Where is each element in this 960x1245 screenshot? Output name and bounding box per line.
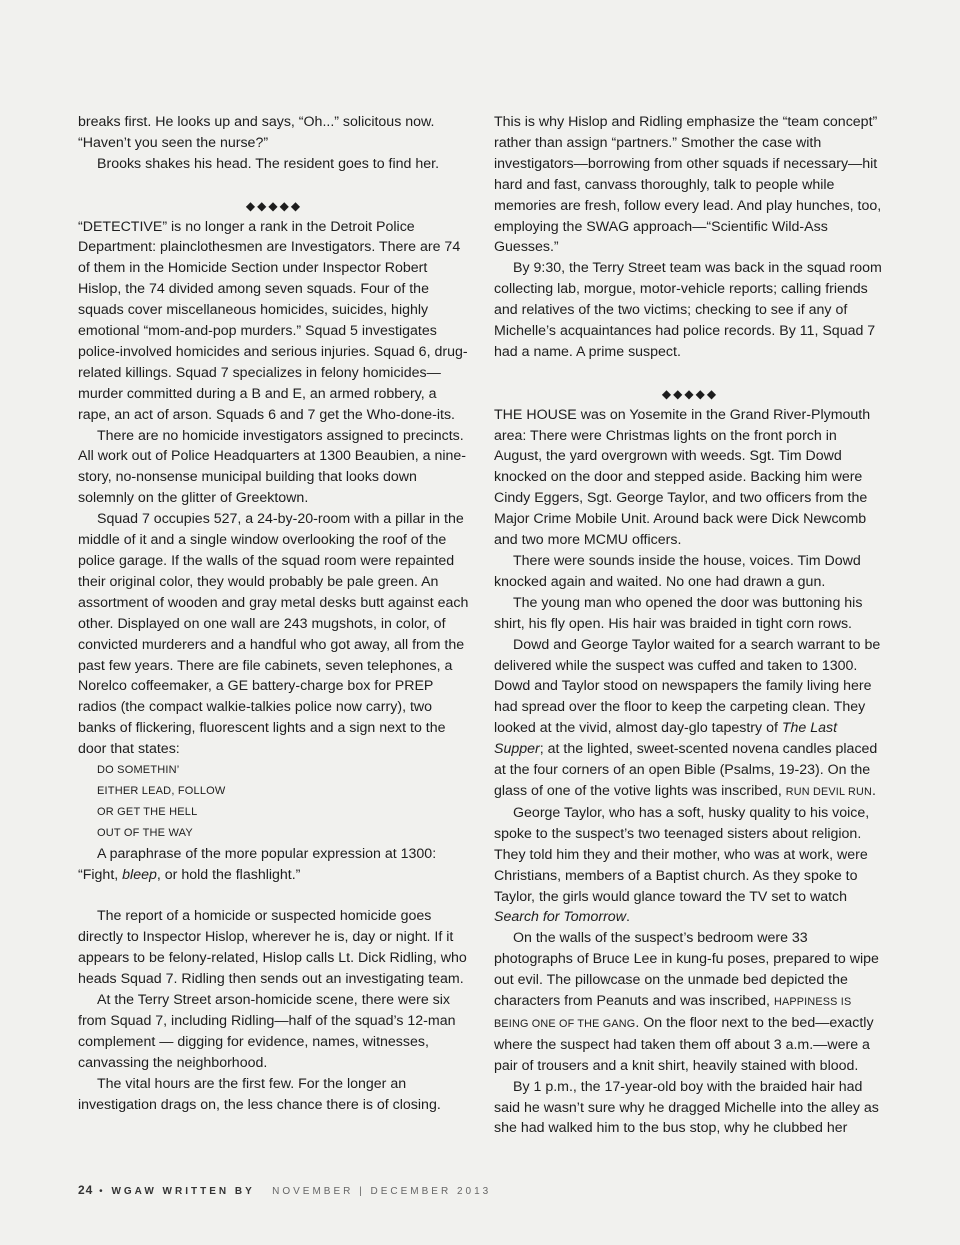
left-column xyxy=(78,112,470,1115)
section-ornament: ◆◆◆◆◆ xyxy=(661,386,719,401)
paragraph xyxy=(78,844,470,886)
paragraph: THE HOUSE was on Yosemite in the Grand River-Plymouth area: There were Christmas lights on the front porch in August, the yard overgrown with weeds. Sgt. Tim Dowd knocked on the door and stepped aside. Backing him were Cindy Eggers, Sgt. George Taylor, and two officers from the Major Crime Mobile Unit. Around back were Dick Newcomb and two more MCMU officers. xyxy=(494,406,871,549)
paragraph xyxy=(494,635,886,803)
paragraph: At the Terry Street arson-homicide scene, there were six from Squad 7, including Ridling—half of the squad’s 12-man complement — digging for evidence, names, witnesses, canvassing the neighborhood. xyxy=(78,992,456,1071)
paragraph: The young man who opened the door was buttoning his shirt, his fly open. His hair was braided in tight corn rows. xyxy=(494,594,863,632)
footer-bullet: • xyxy=(99,1186,106,1197)
text-run: On the walls of the suspect’s bedroom were 33 photographs of Bruce Lee in kung-fu poses, prepared to wipe out evil. The pillowcase on the unmade bed depicted the characters from Peanuts and was inscribed, xyxy=(494,930,879,1010)
text-run: ; at the lighted, sweet-scented novena candles placed at the four corners of an open Bible (Psalms, 19-23). On the glass of one of the votive lights was inscribed, xyxy=(494,741,878,799)
sign-line: OR GET THE HELL xyxy=(97,805,198,818)
right-column xyxy=(494,112,886,1139)
paragraph: “DETECTIVE” is no longer a rank in the Detroit Police Department: plainclothesmen are Investigators. There are 74 of them in the Homicide Section under Inspector Robert Hislop, the 74 divided among seven squads. Four of the squads cover miscellaneous homicides, suicides, highly emotional “mom-and-pop murders.” Squad 5 investigates police-involved homicides and serious injuries. Squad 6, drug-related killings. Squad 7 specializes in felony homicides—murder committed during a B and E, an armed robbery, a rape, an act of arson. Squads 6 and 7 get the Who-done-its. xyxy=(78,218,468,423)
publication-name: WGAW WRITTEN BY xyxy=(111,1186,255,1197)
sign-line: OUT OF THE WAY xyxy=(97,826,193,839)
text-run: . xyxy=(871,782,876,799)
paragraph xyxy=(494,928,886,1076)
small-caps-text: RUN DEVIL RUN xyxy=(785,785,872,798)
paragraph: Brooks shakes his head. The resident goes to find her. xyxy=(97,155,440,172)
text-run: . On the floor next to the bed—exactly where the suspect had taken them off about 3 a.m.—were a pair of trousers and a knit shirt, heavily stained with blood. xyxy=(494,1014,874,1074)
text-run: George Taylor, who has a soft, husky quality to his voice, spoke to the suspect’s two teenaged sisters about religion. They told him they and their mother, who was at work, were Christians, members of a Baptist church. As they spoke to Taylor, the girls would glance toward the TV set to watch xyxy=(494,804,870,905)
text-run: . xyxy=(625,909,630,926)
paragraph xyxy=(494,803,886,928)
text-run: Dowd and George Taylor waited for a search warrant to be delivered while the suspect was cuffed and taken to 1300. Dowd and Taylor stood on newspapers the family living here had spread over the floor to keep the carpeting clean. They looked at the vivid, almost day-glo tapestry of xyxy=(494,636,881,737)
small-caps-text: HAPPINESS IS BEING ONE OF THE GANG xyxy=(494,996,852,1030)
section-ornament: ◆◆◆◆◆ xyxy=(245,198,303,213)
paragraph: By 9:30, the Terry Street team was back in the squad room collecting lab, morgue, motor-vehicle reports; calling friends and relatives of the two victims; checking to see if any of Michelle’s acquaintances had police records. By 11, Squad 7 had a name. A prime suspect. xyxy=(494,260,882,360)
italic-text: bleep xyxy=(122,866,157,883)
paragraph: The report of a homicide or suspected homicide goes directly to Inspector Hislop, wherever he is, day or night. If it appears to be felony-related, Hislop calls Lt. Dick Ridling, who heads Squad 7. Ridling then sends out an investigating team. xyxy=(78,908,467,988)
sign-line: DO SOMETHIN’ xyxy=(97,764,180,777)
paragraph-spacer xyxy=(78,886,470,907)
sign-line: EITHER LEAD, FOLLOW xyxy=(97,784,226,797)
paragraph: By 1 p.m., the 17-year-old boy with the braided hair had said he wasn’t sure why he dragged Michelle into the alley as she had walked him to the bus stop, why he clubbed her xyxy=(494,1078,879,1137)
paragraph: There are no homicide investigators assigned to precincts. All work out of Police Headquarters at 1300 Beaubien, a nine-story, no-nonsense municipal building that looks down solemnly on the glitter of Greektown. xyxy=(78,427,467,507)
page-footer xyxy=(78,1183,491,1197)
italic-text: The Last Supper xyxy=(494,720,838,758)
paragraph: Squad 7 occupies 527, a 24-by-20-room with a pillar in the middle of it and a single window overlooking the roof of the police garage. If the walls of the squad room were repainted their original color, they would probably be pale green. An assortment of wooden and gray metal desks butt against each other. Displayed on one wall are 243 mugshots, in color, of convicted murderers and a handful who got away, all from the past few years. There are file cabinets, seven telephones, a Norelco coffeemaker, a GE battery-charge box for PREP radios (the compact walkie-talkies police now carry), two banks of flickering, fluorescent lights and a sign next to the door that states: xyxy=(78,511,469,758)
paragraph: breaks first. He looks up and says, “Oh...” solicitous now. “Haven’t you seen the nurse?” xyxy=(78,114,435,151)
text-run: A paraphrase of the more popular expression at 1300: “Fight, xyxy=(78,845,437,883)
paragraph: The vital hours are the first few. For the longer an investigation drags on, the less chance there is of closing. xyxy=(78,1075,441,1113)
italic-text: Search for Tomorrow xyxy=(494,909,626,926)
paragraph: There were sounds inside the house, voices. Tim Dowd knocked again and waited. No one had drawn a gun. xyxy=(494,553,861,590)
page-number: 24 xyxy=(78,1183,94,1197)
issue-date: NOVEMBER | DECEMBER 2013 xyxy=(272,1186,492,1197)
paragraph: This is why Hislop and Ridling emphasize the “team concept” rather than assign “partners.” Smother the case with investigators—borrowing from other squads if necessary—hit hard and fast, canvass thoroughly, talk to people while memories are fresh, follow every lead. And play hunches, too, employing the SWAG approach—“Scientific Wild-Ass Guesses.” xyxy=(494,114,882,256)
text-run: , or hold the flashlight.” xyxy=(156,866,301,883)
